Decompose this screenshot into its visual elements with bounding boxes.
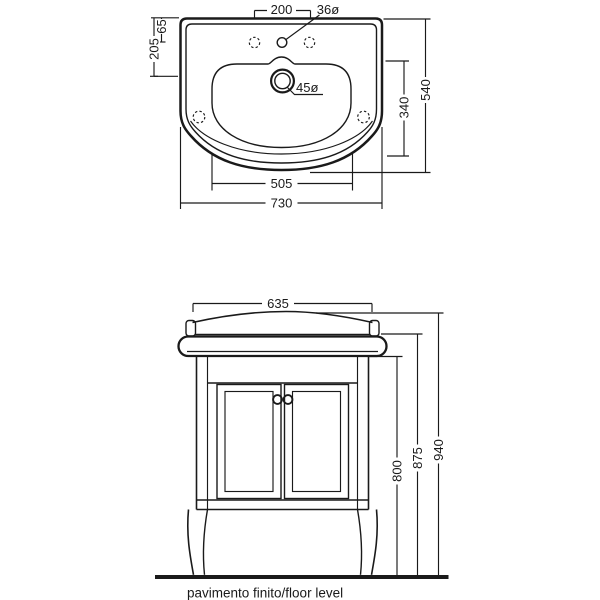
leg-left-outer	[188, 510, 194, 575]
dim-800-label: 800	[389, 460, 405, 482]
cabinet-door-right	[285, 385, 349, 499]
dim-65-label: 65	[154, 19, 169, 34]
tap-hole-center	[277, 38, 287, 48]
dim-875	[381, 334, 425, 577]
leg-right-inner	[358, 510, 362, 575]
dim-875-label: 875	[410, 447, 425, 469]
front-view	[155, 296, 449, 600]
dim-45-label: 45ø	[296, 80, 319, 95]
dim-635-label: 635	[267, 296, 289, 311]
door-panel-left	[225, 392, 273, 492]
tap-hole-left-dashed	[249, 37, 259, 47]
leg-left-inner	[203, 510, 207, 575]
dim-340-label: 340	[396, 96, 412, 119]
dim-36-label: 36ø	[316, 2, 340, 17]
dim-800	[370, 357, 405, 578]
dim-540-label: 540	[418, 79, 433, 101]
basin-inner-outline	[186, 24, 377, 163]
dim-940	[316, 313, 446, 577]
dim-505-label: 505	[270, 176, 293, 191]
dim-940-label: 940	[431, 439, 446, 461]
dim-540	[310, 19, 433, 173]
tap-hole-right-dashed	[304, 37, 314, 47]
fixing-hole-left-dashed	[193, 111, 205, 123]
basin-rim-bullnose	[179, 337, 387, 357]
dim-200-label: 200	[270, 2, 293, 17]
door-panel-right	[293, 392, 341, 492]
floor-level-label: pavimento finito/floor level	[187, 585, 344, 600]
dim-340	[386, 61, 412, 156]
dim-730-label: 730	[270, 195, 293, 211]
plan-view	[147, 2, 434, 211]
leg-right-outer	[372, 510, 378, 575]
fixing-hole-right-dashed	[358, 111, 370, 123]
cabinet-door-left	[217, 385, 281, 499]
dim-200	[255, 2, 311, 18]
drain-inner-circle	[275, 73, 290, 88]
dim-205-label: 205	[146, 38, 162, 60]
dim-635	[193, 296, 372, 312]
